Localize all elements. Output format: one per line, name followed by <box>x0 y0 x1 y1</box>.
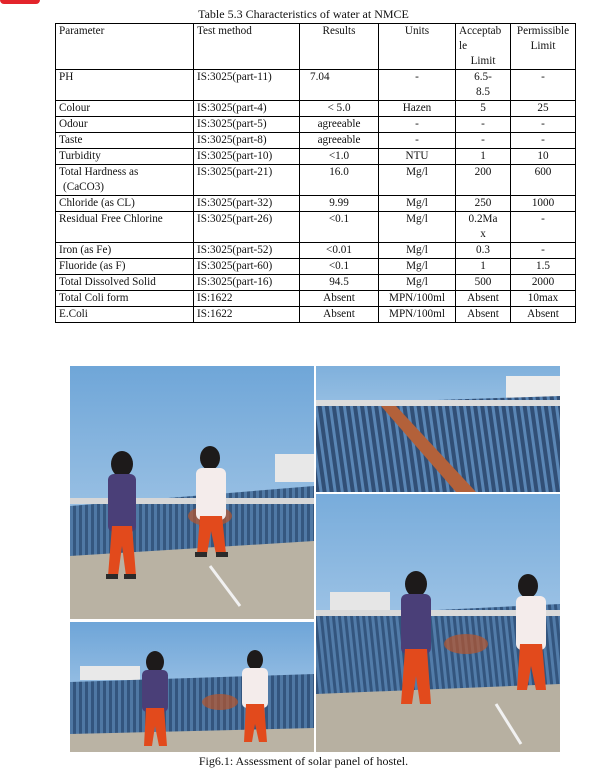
cell-unit: MPN/100ml <box>379 291 456 307</box>
photo-students-along-panel <box>316 494 560 752</box>
cell-acceptable: 1 <box>456 149 511 165</box>
header-results: Results <box>300 24 379 70</box>
cell-parameter <box>56 165 194 196</box>
cell-result: 7.04 <box>300 70 379 101</box>
table-row <box>56 101 576 117</box>
table-row <box>56 133 576 149</box>
cell-parameter: Odour <box>56 117 194 133</box>
cell-result: <0.01 <box>300 243 379 259</box>
cell-acceptable: Absent <box>456 307 511 323</box>
header-permissible-limit <box>511 24 576 70</box>
cell-parameter: Chloride (as CL) <box>56 196 194 212</box>
cell-method: IS:3025(part-11) <box>194 70 300 101</box>
header-parameter: Parameter <box>56 24 194 70</box>
table-row <box>56 117 576 133</box>
cell-permissible: 1.5 <box>511 259 576 275</box>
cell-unit: Mg/l <box>379 165 456 196</box>
cell-permissible: - <box>511 117 576 133</box>
header-permissible-line2: Limit <box>530 40 556 52</box>
cell-unit: NTU <box>379 149 456 165</box>
table-row <box>56 165 576 196</box>
cell-unit: - <box>379 117 456 133</box>
cell-method: IS:3025(part-60) <box>194 259 300 275</box>
cell-permissible: 2000 <box>511 275 576 291</box>
cell-acceptable: - <box>456 133 511 149</box>
page-corner-mark <box>0 0 40 4</box>
cell-permissible: 10 <box>511 149 576 165</box>
cell-method: IS:1622 <box>194 307 300 323</box>
table-header-row <box>56 24 576 70</box>
header-acceptable-line3: Limit <box>470 55 496 67</box>
cell-result: < 5.0 <box>300 101 379 117</box>
cell-result: 94.5 <box>300 275 379 291</box>
cell-permissible: - <box>511 243 576 259</box>
header-units: Units <box>379 24 456 70</box>
cell-unit: Mg/l <box>379 212 456 243</box>
header-acceptable-line2: le <box>459 40 468 52</box>
cell-acceptable-line2: x <box>480 228 486 240</box>
cell-parameter: PH <box>56 70 194 101</box>
cell-unit: Mg/l <box>379 275 456 291</box>
cell-method: IS:3025(part-26) <box>194 212 300 243</box>
cell-result: Absent <box>300 307 379 323</box>
cell-method: IS:3025(part-8) <box>194 133 300 149</box>
cell-unit: Hazen <box>379 101 456 117</box>
cell-permissible: - <box>511 212 576 243</box>
table-row <box>56 212 576 243</box>
cell-result: <1.0 <box>300 149 379 165</box>
cell-parameter: Total Coli form <box>56 291 194 307</box>
cell-parameter: Residual Free Chlorine <box>56 212 194 243</box>
table-row <box>56 307 576 323</box>
cell-parameter: Fluoride (as F) <box>56 259 194 275</box>
cell-acceptable: 0.3 <box>456 243 511 259</box>
photo-panel-closeup <box>316 366 560 492</box>
cell-parameter: Taste <box>56 133 194 149</box>
cell-parameter-line2: (CaCO3) <box>63 181 105 193</box>
cell-parameter: Total Dissolved Solid <box>56 275 194 291</box>
cell-result: agreeable <box>300 133 379 149</box>
header-acceptable-line1: Acceptab <box>459 25 502 37</box>
cell-permissible: 10max <box>511 291 576 307</box>
cell-acceptable <box>456 212 511 243</box>
cell-result: <0.1 <box>300 212 379 243</box>
cell-unit: - <box>379 70 456 101</box>
table-row <box>56 275 576 291</box>
table-row <box>56 149 576 165</box>
cell-acceptable: 500 <box>456 275 511 291</box>
cell-acceptable-line2: 8.5 <box>476 86 490 98</box>
cell-permissible: 600 <box>511 165 576 196</box>
cell-permissible: 1000 <box>511 196 576 212</box>
cell-acceptable: - <box>456 117 511 133</box>
cell-unit: Mg/l <box>379 243 456 259</box>
header-test-method: Test method <box>194 24 300 70</box>
cell-acceptable: 250 <box>456 196 511 212</box>
cell-method: IS:3025(part-32) <box>194 196 300 212</box>
photo-students-by-panel <box>70 622 314 752</box>
cell-parameter: Turbidity <box>56 149 194 165</box>
cell-method: IS:1622 <box>194 291 300 307</box>
cell-parameter: Iron (as Fe) <box>56 243 194 259</box>
cell-unit: Mg/l <box>379 259 456 275</box>
cell-parameter-line1: Total Hardness as <box>59 166 139 178</box>
cell-method: IS:3025(part-52) <box>194 243 300 259</box>
cell-result: 9.99 <box>300 196 379 212</box>
cell-permissible: Absent <box>511 307 576 323</box>
figure-caption: Fig6.1: Assessment of solar panel of hostel. <box>198 754 409 768</box>
cell-method: IS:3025(part-10) <box>194 149 300 165</box>
cell-method: IS:3025(part-21) <box>194 165 300 196</box>
cell-unit: - <box>379 133 456 149</box>
cell-unit: Mg/l <box>379 196 456 212</box>
cell-result: 16.0 <box>300 165 379 196</box>
cell-result: agreeable <box>300 117 379 133</box>
table-row <box>56 243 576 259</box>
table-row <box>56 196 576 212</box>
photo-students-inspecting-panel <box>70 366 314 619</box>
cell-acceptable: Absent <box>456 291 511 307</box>
table-row <box>56 259 576 275</box>
cell-parameter: Colour <box>56 101 194 117</box>
cell-permissible: 25 <box>511 101 576 117</box>
table-caption: Table 5.3 Characteristics of water at NMCE <box>198 7 409 21</box>
cell-acceptable <box>456 70 511 101</box>
cell-acceptable: 200 <box>456 165 511 196</box>
cell-unit: MPN/100ml <box>379 307 456 323</box>
cell-acceptable-line1: 0.2Ma <box>468 213 498 225</box>
cell-method: IS:3025(part-4) <box>194 101 300 117</box>
cell-permissible: - <box>511 133 576 149</box>
cell-method: IS:3025(part-5) <box>194 117 300 133</box>
water-characteristics-table <box>55 23 576 323</box>
cell-parameter: E.Coli <box>56 307 194 323</box>
header-acceptable-limit <box>456 24 511 70</box>
cell-acceptable-line1: 6.5- <box>474 71 492 83</box>
cell-permissible: - <box>511 70 576 101</box>
cell-method: IS:3025(part-16) <box>194 275 300 291</box>
table-row <box>56 291 576 307</box>
cell-acceptable: 1 <box>456 259 511 275</box>
solar-panel-photo-collage <box>70 366 560 752</box>
cell-result: <0.1 <box>300 259 379 275</box>
cell-acceptable: 5 <box>456 101 511 117</box>
header-permissible-line1: Permissible <box>516 25 570 37</box>
table-row <box>56 70 576 101</box>
cell-result: Absent <box>300 291 379 307</box>
